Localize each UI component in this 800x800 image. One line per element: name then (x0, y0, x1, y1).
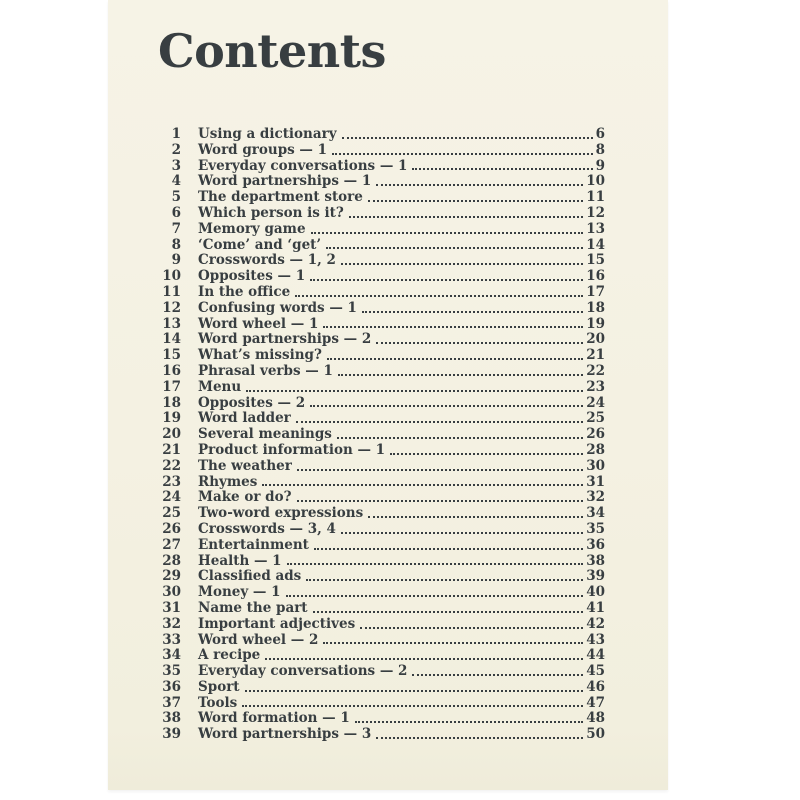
dot-leader (306, 579, 583, 581)
entry-number: 13 (162, 315, 181, 332)
entry-page: 26 (586, 426, 605, 443)
toc-entry (155, 396, 605, 412)
entry-number: 35 (162, 663, 181, 680)
entry-number: 4 (171, 173, 181, 190)
dot-leader (311, 232, 584, 234)
toc-entry (155, 664, 605, 680)
book-page (108, 0, 668, 790)
entry-page: 36 (586, 536, 605, 553)
toc-entry (155, 427, 605, 443)
dot-leader (297, 469, 583, 471)
toc-entry (155, 475, 605, 491)
entry-title: Important adjectives (198, 615, 356, 632)
entry-number: 27 (162, 536, 181, 553)
dot-leader (296, 421, 583, 423)
entry-number: 31 (162, 599, 181, 616)
toc-entry (155, 554, 605, 570)
toc-entry (155, 348, 605, 364)
entry-page: 28 (586, 441, 605, 458)
entry-page: 8 (595, 141, 605, 158)
entry-title: Menu (198, 378, 242, 395)
dot-leader (368, 200, 583, 202)
entry-page: 31 (586, 473, 605, 490)
toc-entry (155, 522, 605, 538)
dot-leader (338, 374, 583, 376)
entry-page: 10 (586, 173, 605, 190)
entry-page: 35 (586, 520, 605, 537)
entry-title: Rhymes (198, 473, 258, 490)
toc-entry (155, 711, 605, 727)
entry-page: 22 (586, 362, 605, 379)
dot-leader (326, 247, 583, 249)
entry-title: Everyday conversations — 1 (198, 157, 408, 174)
toc-entry (155, 727, 605, 743)
toc-entry (155, 238, 605, 254)
entry-page: 17 (586, 283, 605, 300)
toc-entry (155, 364, 605, 380)
entry-title: Two-word expressions (198, 505, 364, 522)
toc-list (155, 127, 605, 743)
toc-entry (155, 601, 605, 617)
entry-title: The department store (198, 189, 363, 206)
entry-title: Product information — 1 (198, 441, 386, 458)
toc-entry (155, 332, 605, 348)
entry-number: 9 (171, 252, 181, 269)
entry-title: Health — 1 (198, 552, 282, 569)
entry-number: 39 (162, 726, 181, 743)
entry-number: 2 (171, 141, 181, 158)
toc-entry (155, 301, 605, 317)
toc-entry (155, 222, 605, 238)
entry-title: Word wheel — 2 (198, 631, 319, 648)
dot-leader (368, 516, 583, 518)
entry-title: Word ladder (198, 410, 291, 427)
dot-leader (360, 627, 583, 629)
entry-number: 25 (162, 505, 181, 522)
toc-entry (155, 253, 605, 269)
entry-title: Phrasal verbs — 1 (198, 362, 333, 379)
entry-title: In the office (198, 283, 291, 300)
entry-title: Money — 1 (198, 584, 281, 601)
dot-leader (323, 326, 583, 328)
entry-number: 14 (162, 331, 181, 348)
entry-title: Make or do? (198, 489, 292, 506)
dot-leader (310, 279, 583, 281)
entry-number: 32 (162, 615, 181, 632)
dot-leader (390, 453, 583, 455)
entry-number: 29 (162, 568, 181, 585)
dot-leader (332, 153, 593, 155)
dot-leader (295, 295, 583, 297)
entry-page: 18 (586, 299, 605, 316)
dot-leader (246, 390, 583, 392)
entry-number: 1 (171, 126, 181, 142)
dot-leader (262, 484, 583, 486)
entry-title: Confusing words — 1 (198, 299, 357, 316)
toc-entry (155, 127, 605, 143)
toc-entry (155, 380, 605, 396)
entry-title: Classified ads (198, 568, 302, 585)
entry-page: 34 (586, 505, 605, 522)
dot-leader (337, 437, 583, 439)
entry-title: Opposites — 1 (198, 268, 306, 285)
entry-number: 10 (162, 268, 181, 285)
entry-title: Word partnerships — 2 (198, 331, 372, 348)
entry-title: Word wheel — 1 (198, 315, 319, 332)
entry-page: 24 (586, 394, 605, 411)
entry-number: 33 (162, 631, 181, 648)
entry-number: 18 (162, 394, 181, 411)
toc-entry (155, 696, 605, 712)
dot-leader (314, 548, 583, 550)
entry-title: A recipe (198, 647, 261, 664)
entry-page: 21 (586, 347, 605, 364)
toc-entry (155, 617, 605, 633)
dot-leader (242, 705, 583, 707)
entry-number: 22 (162, 457, 181, 474)
entry-title: Word partnerships — 3 (198, 726, 372, 743)
dot-leader (265, 658, 583, 660)
entry-page: 11 (586, 189, 605, 206)
entry-page: 15 (586, 252, 605, 269)
toc-entry (155, 317, 605, 333)
entry-number: 7 (171, 220, 181, 237)
entry-number: 6 (171, 204, 181, 221)
entry-number: 30 (162, 584, 181, 601)
entry-number: 17 (162, 378, 181, 395)
entry-page: 14 (586, 236, 605, 253)
entry-page: 39 (586, 568, 605, 585)
entry-page: 19 (586, 315, 605, 332)
toc-entry (155, 633, 605, 649)
dot-leader (286, 595, 584, 597)
entry-title: Word partnerships — 1 (198, 173, 372, 190)
entry-title: Opposites — 2 (198, 394, 306, 411)
entry-page: 23 (586, 378, 605, 395)
dot-leader (376, 342, 583, 344)
entry-title: Crosswords — 3, 4 (198, 520, 336, 537)
dot-leader (355, 721, 583, 723)
entry-page: 12 (586, 204, 605, 221)
entry-title: The weather (198, 457, 292, 474)
dot-leader (245, 690, 584, 692)
entry-number: 21 (162, 441, 181, 458)
dot-leader (412, 674, 583, 676)
entry-number: 8 (171, 236, 181, 253)
dot-leader (327, 358, 583, 360)
entry-title: Tools (198, 694, 238, 711)
dot-leader (342, 137, 593, 139)
toc-entry (155, 269, 605, 285)
entry-page: 38 (586, 552, 605, 569)
toc-entry (155, 159, 605, 175)
toc-entry (155, 411, 605, 427)
dot-leader (341, 263, 583, 265)
toc-entry (155, 648, 605, 664)
entry-page: 44 (586, 647, 605, 664)
entry-number: 5 (171, 189, 181, 206)
entry-number: 12 (162, 299, 181, 316)
toc-entry (155, 538, 605, 554)
entry-number: 3 (171, 157, 181, 174)
entry-number: 38 (162, 710, 181, 727)
entry-page: 46 (586, 678, 605, 695)
toc-entry (155, 443, 605, 459)
entry-page: 47 (586, 694, 605, 711)
entry-number: 34 (162, 647, 181, 664)
entry-title: Word formation — 1 (198, 710, 350, 727)
entry-title: ‘Come’ and ‘get’ (198, 236, 322, 253)
entry-page: 6 (595, 126, 605, 142)
toc-entry (155, 680, 605, 696)
dot-leader (297, 500, 584, 502)
entry-title: Crosswords — 1, 2 (198, 252, 336, 269)
entry-number: 19 (162, 410, 181, 427)
entry-title: Which person is it? (198, 204, 344, 221)
toc-entry (155, 585, 605, 601)
dot-leader (376, 737, 583, 739)
dot-leader (341, 532, 583, 534)
entry-number: 26 (162, 520, 181, 537)
entry-title: Everyday conversations — 2 (198, 663, 408, 680)
entry-title: Memory game (198, 220, 306, 237)
toc-entry (155, 174, 605, 190)
toc-entry (155, 206, 605, 222)
dot-leader (313, 611, 584, 613)
entry-page: 42 (586, 615, 605, 632)
toc-entry (155, 506, 605, 522)
entry-number: 28 (162, 552, 181, 569)
dot-leader (376, 184, 583, 186)
entry-title: Several meanings (198, 426, 332, 443)
dot-leader (310, 405, 583, 407)
entry-number: 23 (162, 473, 181, 490)
entry-number: 11 (162, 283, 181, 300)
entry-number: 20 (162, 426, 181, 443)
entry-page: 40 (586, 584, 605, 601)
entry-page: 25 (586, 410, 605, 427)
dot-leader (287, 563, 584, 565)
toc-entry (155, 285, 605, 301)
entry-title: Entertainment (198, 536, 309, 553)
entry-page: 20 (586, 331, 605, 348)
entry-number: 16 (162, 362, 181, 379)
entry-page: 45 (586, 663, 605, 680)
entry-number: 24 (162, 489, 181, 506)
dot-leader (349, 216, 583, 218)
page-title: Contents (158, 24, 386, 78)
entry-page: 43 (586, 631, 605, 648)
entry-title: What’s missing? (198, 347, 322, 364)
entry-number: 37 (162, 694, 181, 711)
entry-title: Using a dictionary (198, 126, 337, 142)
entry-page: 30 (586, 457, 605, 474)
entry-number: 36 (162, 678, 181, 695)
dot-leader (362, 311, 583, 313)
dot-leader (323, 642, 583, 644)
toc-entry (155, 459, 605, 475)
entry-page: 41 (586, 599, 605, 616)
entry-page: 9 (595, 157, 605, 174)
entry-page: 13 (586, 220, 605, 237)
entry-page: 48 (586, 710, 605, 727)
entry-title: Name the part (198, 599, 308, 616)
entry-number: 15 (162, 347, 181, 364)
toc-entry (155, 190, 605, 206)
entry-title: Sport (198, 678, 240, 695)
entry-page: 50 (586, 726, 605, 743)
toc-entry (155, 143, 605, 159)
dot-leader (412, 168, 592, 170)
toc-entry (155, 490, 605, 506)
entry-title: Word groups — 1 (198, 141, 328, 158)
entry-page: 16 (586, 268, 605, 285)
toc-entry (155, 569, 605, 585)
entry-page: 32 (586, 489, 605, 506)
